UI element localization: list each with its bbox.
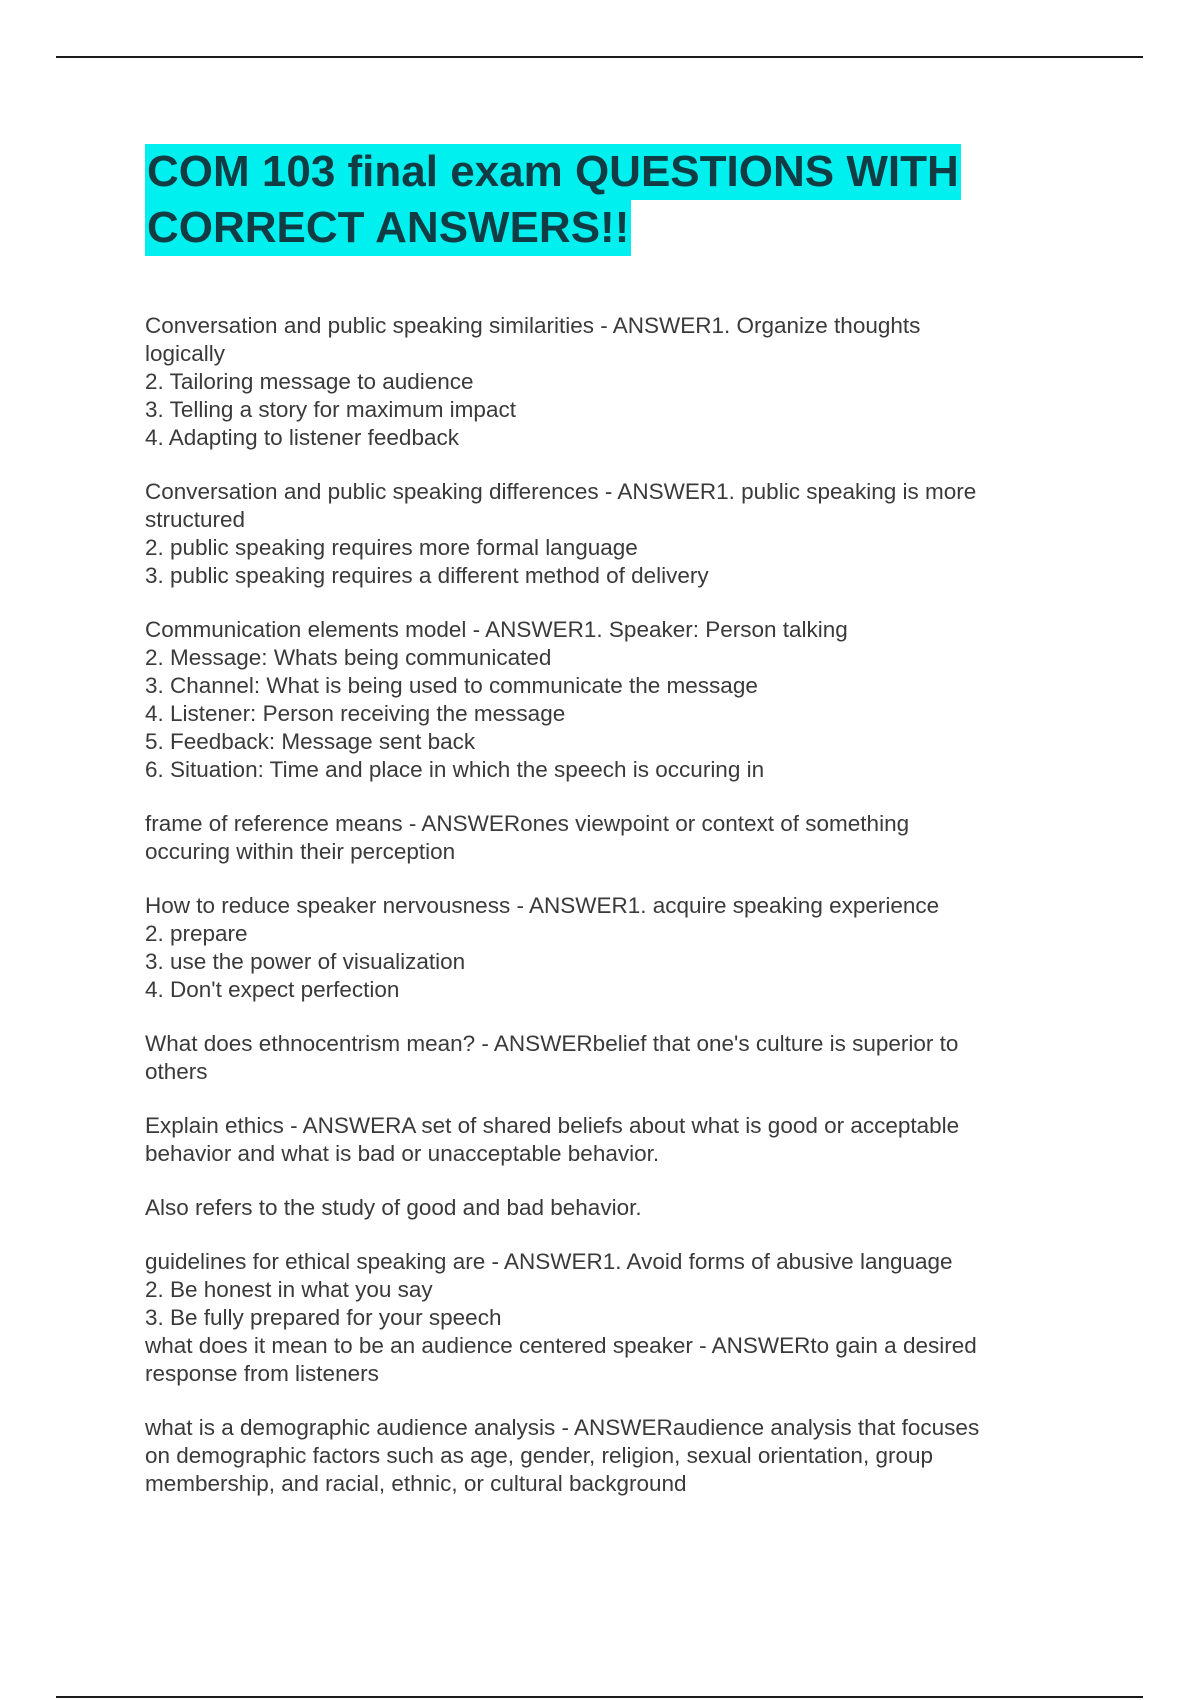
- answer-line: 6. Situation: Time and place in which the speech is occuring in: [145, 757, 765, 782]
- answer-line: on demographic factors such as age, gender, religion, sexual orientation, group: [145, 1443, 933, 1468]
- answer-line: 5. Feedback: Message sent back: [145, 729, 476, 754]
- answer-line: response from listeners: [145, 1361, 379, 1386]
- answer-line: 2. Tailoring message to audience: [145, 369, 474, 394]
- answer-line: 2. prepare: [145, 921, 248, 946]
- qa-entry: [145, 1112, 1065, 1168]
- qa-entry: [145, 892, 1065, 1004]
- qa-entry: [145, 1414, 1065, 1498]
- answer-line: 3. Channel: What is being used to communicate the message: [145, 673, 758, 698]
- question-line: Conversation and public speaking differences - ANSWER1. public speaking is more: [145, 479, 977, 504]
- answer-line: 3. use the power of visualization: [145, 949, 466, 974]
- answer-line: 2. Message: Whats being communicated: [145, 645, 552, 670]
- top-rule: [56, 56, 1143, 58]
- answer-line: structured: [145, 507, 246, 532]
- title-line-1: COM 103 final exam QUESTIONS WITH: [145, 144, 961, 200]
- answer-line: 2. Be honest in what you say: [145, 1277, 433, 1302]
- qa-entry: [145, 478, 1065, 590]
- question-line: Also refers to the study of good and bad behavior.: [145, 1195, 642, 1220]
- qa-list: [145, 312, 1065, 1524]
- answer-line: others: [145, 1059, 208, 1084]
- question-line: frame of reference means - ANSWERones viewpoint or context of something: [145, 811, 910, 836]
- document-title: [145, 144, 1105, 256]
- question-line: How to reduce speaker nervousness - ANSWER1. acquire speaking experience: [145, 893, 940, 918]
- question-line: Communication elements model - ANSWER1. Speaker: Person talking: [145, 617, 848, 642]
- answer-line: 4. Adapting to listener feedback: [145, 425, 459, 450]
- question-line: Conversation and public speaking similarities - ANSWER1. Organize thoughts: [145, 313, 921, 338]
- answer-line: 4. Listener: Person receiving the message: [145, 701, 566, 726]
- question-line: What does ethnocentrism mean? - ANSWERbelief that one's culture is superior to: [145, 1031, 959, 1056]
- qa-entry: [145, 1030, 1065, 1086]
- qa-entry: [145, 810, 1065, 866]
- qa-entry: [145, 1194, 1065, 1222]
- qa-entry: [145, 1332, 1065, 1388]
- question-line: Explain ethics - ANSWERA set of shared beliefs about what is good or acceptable: [145, 1113, 960, 1138]
- answer-line: 3. Be fully prepared for your speech: [145, 1305, 502, 1330]
- qa-entry: [145, 1248, 1065, 1332]
- answer-line: membership, and racial, ethnic, or cultural background: [145, 1471, 687, 1496]
- question-line: guidelines for ethical speaking are - ANSWER1. Avoid forms of abusive language: [145, 1249, 953, 1274]
- answer-line: 3. public speaking requires a different method of delivery: [145, 563, 709, 588]
- answer-line: 4. Don't expect perfection: [145, 977, 400, 1002]
- question-line: what does it mean to be an audience centered speaker - ANSWERto gain a desired: [145, 1333, 977, 1358]
- title-line-2: CORRECT ANSWERS!!: [145, 200, 631, 256]
- answer-line: behavior and what is bad or unacceptable behavior.: [145, 1141, 660, 1166]
- bottom-rule: [56, 1696, 1143, 1698]
- answer-line: occuring within their perception: [145, 839, 456, 864]
- question-line: what is a demographic audience analysis - ANSWERaudience analysis that focuses: [145, 1415, 980, 1440]
- answer-line: 3. Telling a story for maximum impact: [145, 397, 516, 422]
- answer-line: logically: [145, 341, 226, 366]
- qa-entry: [145, 616, 1065, 784]
- qa-entry: [145, 312, 1065, 452]
- answer-line: 2. public speaking requires more formal language: [145, 535, 638, 560]
